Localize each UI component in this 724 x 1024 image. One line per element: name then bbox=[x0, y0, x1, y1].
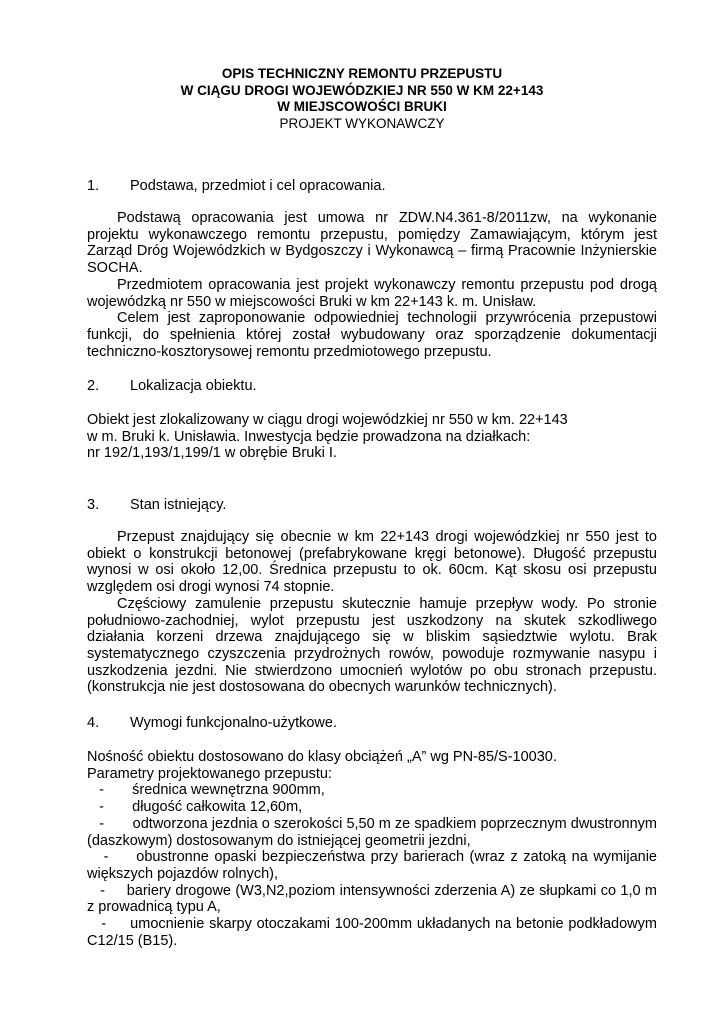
text-line: Nośność obiektu dostosowano do klasy obciążeń „A” wg PN-85/S-10030. bbox=[87, 749, 557, 765]
paragraph: Częściowy zamulenie przepustu skutecznie hamuje przepływ wody. Po stronie południowo-zachodniej, wylot przepustu jest uszkodzony na skutek szkodliwego działania korzeni drzewa znajdującego się w bliskim sąsiedztwie wylotu. Brak systematycznego czyszczenia przydrożnych rowów, powoduje rozmywanie nasypu i uszkodzenia jezdni. Nie stwierdzono umocnień wylotów po obu stronach przepustu. (konstrukcja nie jest dostosowana do obecnych warunków technicznych). bbox=[87, 595, 657, 696]
list-item: - obustronne opaski bezpieczeństwa przy barierach (wraz z zatoką na wymijanie większych pojazdów rolnych), bbox=[87, 849, 657, 882]
section-3-body bbox=[87, 529, 657, 696]
bullet: - bbox=[103, 849, 109, 866]
title-line-3: W MIEJSCOWOŚCI BRUKI bbox=[277, 99, 447, 114]
text-line: w m. Bruki k. Unisławia. Inwestycja będzie prowadzona na działkach: bbox=[87, 428, 531, 445]
title-line-1: OPIS TECHNICZNY REMONTU PRZEPUSTU bbox=[221, 66, 503, 81]
section-title: Stan istniejący. bbox=[130, 497, 227, 513]
bullet: - bbox=[100, 882, 105, 899]
section-4-heading bbox=[87, 715, 337, 732]
list-item: - umocnienie skarpy otoczakami 100-200mm układanych na betonie podkładowym C12/15 (B15). bbox=[87, 916, 657, 949]
section-3-heading bbox=[87, 497, 226, 514]
list-item: - średnica wewnętrzna 900mm, bbox=[99, 782, 325, 799]
list-item: - bariery drogowe (W3,N2,poziom intensywności zderzenia A) ze słupkami co 1,0 m z prowadnicą typu A, bbox=[87, 882, 657, 916]
paragraph: Podstawą opracowania jest umowa nr ZDW.N4.361-8/2011zw, na wykonanie projektu wykonawczego remontu przepustu, pomiędzy Zamawiającym, którym jest Zarząd Dróg Wojewódzkich w Bydgoszczy i Wykonawcą – firmą Pracownie Inżynierskie SOCHA. bbox=[87, 210, 657, 277]
text-line: nr 192/1,193/1,199/1 w obrębie Bruki I. bbox=[87, 445, 337, 462]
bullet: - bbox=[99, 782, 104, 799]
list-item: - odtworzona jezdnia o szerokości 5,50 m ze spadkiem poprzecznym dwustronnym (daszkowym) dostosowanym do istniejącej geometrii jezdni, bbox=[87, 815, 658, 849]
section-title: Wymogi funkcjonalno-użytkowe. bbox=[130, 715, 337, 731]
section-number: 4. bbox=[87, 715, 100, 731]
bullet: - bbox=[99, 815, 105, 832]
section-2-body bbox=[87, 412, 657, 462]
bullet: - bbox=[99, 799, 104, 816]
title-line-4: PROJEKT WYKONAWCZY bbox=[279, 115, 445, 131]
document-title bbox=[0, 66, 724, 132]
section-title: Lokalizacja obiektu. bbox=[130, 378, 257, 394]
section-number: 2. bbox=[87, 378, 100, 394]
paragraph: Przedmiotem opracowania jest projekt wykonawczy remontu przepustu pod drogą wojewódzką nr 550 w miejscowości Bruki w km 22+143 k. m. Unisław. bbox=[87, 276, 657, 310]
text-line: Parametry projektowanego przepustu: bbox=[87, 765, 333, 782]
paragraph: Celem jest zaproponowanie odpowiedniej technologii przywrócenia przepustowi funkcji, do spełnienia której został wybudowany oraz sporządzenie dokumentacji techniczno-kosztorysowej remontu przedmiotowego przepustu. bbox=[87, 310, 657, 360]
text-line: Obiekt jest zlokalizowany w ciągu drogi wojewódzkiej nr 550 w km. 22+143 bbox=[87, 412, 568, 428]
section-number: 3. bbox=[87, 497, 100, 513]
section-1-heading bbox=[87, 178, 386, 195]
paragraph: Przepust znajdujący się obecnie w km 22+143 drogi wojewódzkiej nr 550 jest to obiekt o konstrukcji betonowej (prefabrykowane kręgi betonowe). Długość przepustu wynosi w osi około 12,00. Średnica przepustu to ok. 60cm. Kąt skosu osi przepustu względem osi drogi wynosi 74 stopnie. bbox=[87, 529, 657, 596]
list-item: - długość całkowita 12,60m, bbox=[99, 799, 303, 816]
section-2-heading bbox=[87, 378, 257, 395]
bullet: - bbox=[101, 916, 107, 933]
section-1-body bbox=[87, 210, 657, 360]
section-number: 1. bbox=[87, 178, 100, 194]
section-title: Podstawa, przedmiot i cel opracowania. bbox=[130, 178, 386, 194]
title-line-2: W CIĄGU DROGI WOJEWÓDZKIEJ NR 550 W KM 22+143 bbox=[180, 82, 544, 98]
section-4-body bbox=[87, 749, 657, 949]
